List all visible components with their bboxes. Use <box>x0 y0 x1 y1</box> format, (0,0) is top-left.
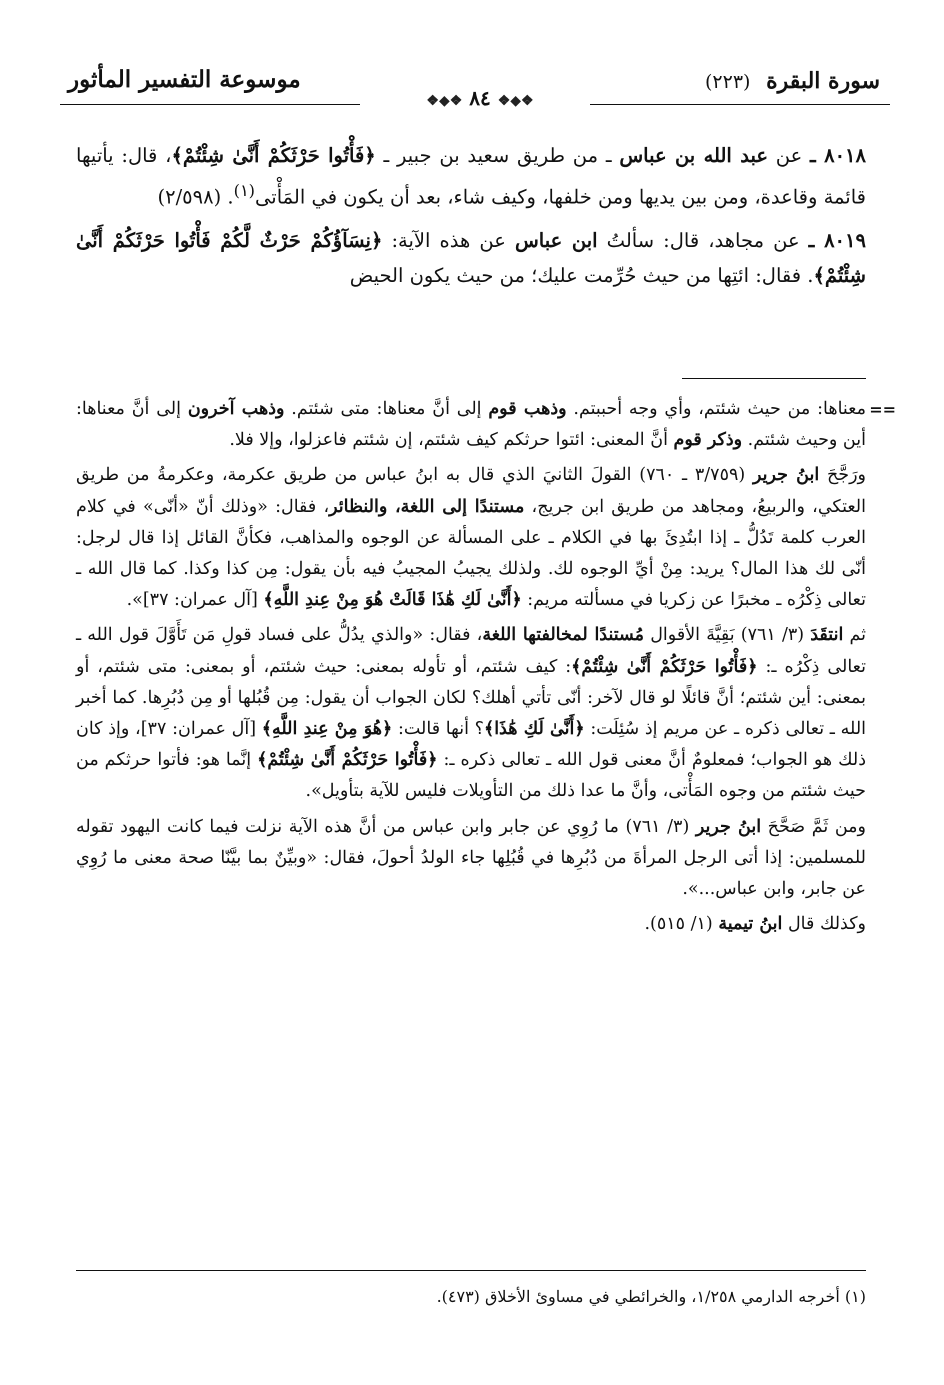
text: (٣/ ٧٦١) بَقِيَّةَ الأقوال <box>644 625 811 646</box>
quran-quote: ﴿نِسَآؤُكُمْ حَرْثٌ لَّكُمْ فَأْتُوا حَرْثَكُمْ أَنَّىٰ شِئْتُمْ﴾ <box>76 228 866 287</box>
text: . (٢/٥٩٨) <box>157 185 234 209</box>
quran-quote: ﴿فَأْتُوا حَرْثَكُمْ أَنَّىٰ شِئْتُمْ﴾ <box>171 144 376 167</box>
quran-quote: ﴿أَنَّىٰ لَكِ هَٰذَا﴾ <box>483 719 585 740</box>
footnote-ref: (١) <box>233 181 256 200</box>
text: إلى أنَّ معناها: أين وحيث شئتم. <box>76 399 866 451</box>
text: : كيف شئتم، أو تأوله بمعنى: حيث شئتم، أو بمعنى: متى شئتم، أو بمعنى: أين شئتم؛ أنَّ قائلًا لو قال لآخر: أنّى تأتي أهلك؟ لكان الجواب أن يقول: مِن قُبُلها أو مِن دُبُرِها. كما أخبر الله ـ تعالى ذكره ـ عن مريم إذ سُئِلَت: <box>76 656 867 740</box>
page-header <box>60 62 890 114</box>
text: (١/ ٥١٥). <box>644 914 719 935</box>
text: أنَّ المعنى: ائتوا حرثكم كيف شئتم، إن شئتم فاعزلوا، وإلا فلا. <box>229 430 674 451</box>
text: عن مجاهد، قال: سألتُ <box>597 228 809 252</box>
main-text <box>76 138 866 301</box>
quran-quote: ﴿هُوَ مِنْ عِندِ اللَّهِ﴾ <box>261 719 393 740</box>
text: وكذلك قال <box>782 914 866 935</box>
text: ، قال: يأتيها قائمة وقاعدة، ومن بين يديها ومن خلفها، وكيف شاء، بعد أن يكون في المَأْتى <box>76 144 866 209</box>
bold-text: مستندًا إلى اللغة، والنظائر <box>329 496 525 517</box>
bold-text: ابنُ جرير <box>695 816 762 837</box>
bold-text: ابنُ جرير <box>752 465 820 486</box>
text: ـ من طريق سعيد بن جبير ـ <box>375 144 620 167</box>
text: معناها: من حيث شئتم، وأي وجه أحببتم. <box>566 399 866 419</box>
narrator-name: ابن عباس <box>514 228 598 252</box>
ornament-left-icon: ❖◆❖ <box>426 93 463 109</box>
header-rule-left <box>60 104 360 105</box>
bold-text: مُستندًا لمخالفتها اللغة <box>482 625 645 646</box>
quran-quote: ﴿أَنَّىٰ لَكِ هَٰذَا قَالَتْ هُوَ مِنْ عِندِ اللَّهِ﴾ <box>263 590 522 611</box>
narration-8019 <box>76 223 866 293</box>
text: ؟ أنها قالت: <box>392 719 484 740</box>
bold-text: وذكر قوم <box>673 430 743 451</box>
text: [آل عمران: ٣٧]». <box>126 590 264 611</box>
text: (٣/٧٥٩ ـ ٧٦٠) القولَ الثانيَ الذي قال به ابنُ عباس من طريق عكرمة، وعكرمةُ من طريق العتكي، والربيعُ، ومجاهد من طريق ابن جريج، <box>76 465 866 517</box>
text: ، فقال: «والذي يدُلُّ على فساد قولِ مَن تَأَوَّلَ قول الله ـ تعالى ذِكْرُه ـ: <box>76 625 866 677</box>
quran-quote: ﴿فَأْتُوا حَرْثَكُمْ أَنَّىٰ شِئْتُمْ﴾ <box>257 750 438 771</box>
book-title: موسوعة التفسير المأثور <box>68 66 301 93</box>
note-paragraph <box>76 394 866 456</box>
text: ، فقال: «وذلك أنّ «أنّى» في كلام العرب كلمة تَدُلُّ ـ إذا ابتُدِئَ بها في الكلام ـ على المسألة عن الوجوه والمذاهب، فكأنَّ القائل إذا قال لرجل: أنّى لك هذا المال؟ يريد: مِنْ أيِّ الوجوه لك. ولذلك يجيبُ المجيبُ فيه بأن يقول: مِن كذا وكذا. كما قال الله ـ تعالى ذِكْرُه ـ مخبرًا عن زكريا في مسألته مريم: <box>76 496 866 611</box>
text: إنَّما هو: فأتوا حرثكم من حيث شئتم من وجوه المَأْتى، وأنَّ ما عدا ذلك من التأويلات فليس للآية بتأويل». <box>76 750 866 802</box>
narration-8018 <box>76 138 866 215</box>
bold-text: انتقَدَ <box>810 625 844 646</box>
note-paragraph <box>76 620 866 807</box>
text: . فقال: ائتِها من حيث حُرِّمت عليك؛ من حيث يكون الحيض <box>349 263 814 287</box>
bold-text: ابنُ تيمية <box>718 914 783 935</box>
section-separator <box>682 378 866 379</box>
bold-text: وذهب قوم <box>488 399 567 419</box>
text: [آل عمران: ٣٧]، وإذ كان ذلك هو الجواب؛ فمعلومٌ أنَّ معنى قول الله ـ تعالى ذكره ـ: <box>76 719 866 771</box>
header-rule-right <box>590 104 890 105</box>
narration-number: ٨٠١٩ ـ <box>808 228 866 252</box>
text: ورَجَّحَ <box>819 465 866 486</box>
text: عن هذه الآية: <box>382 228 515 252</box>
narration-number: ٨٠١٨ ـ <box>810 144 866 167</box>
page-number: ٨٤ <box>469 86 491 110</box>
text: (٣/ ٧٦١) ما رُوِي عن جابر وابن عباس من أنَّ هذه الآية نزلت فيما كانت اليهود تقوله للمسلمين: إذا أتى الرجل المرأةَ من دُبُرِها في قُبُلِها جاء الولدُ أحولَ، فقال: «وبيِّنٌ بما بيَّنّا صحة معنى ما رُوِي عن جابر، وابن عباس...». <box>76 816 866 900</box>
surah-title <box>705 68 880 94</box>
quran-quote: ﴿فَأْتُوا حَرْثَكُمْ أَنَّىٰ شِئْتُمْ﴾ <box>571 656 758 677</box>
note-paragraph <box>76 812 866 906</box>
ornament-right-icon: ❖◆❖ <box>497 93 534 109</box>
note-paragraph <box>76 460 866 616</box>
footnote-separator <box>76 1270 866 1271</box>
page-number-block <box>360 86 600 110</box>
verse-number: (٢٢٣) <box>705 71 751 93</box>
surah-name: سورة البقرة <box>766 68 880 94</box>
text: عن <box>767 144 811 167</box>
narrator-name: عبد الله بن عباس <box>619 144 768 167</box>
continuation-mark: == <box>869 400 896 419</box>
footnote: (١) أخرجه الدارمي ١/٢٥٨، والخرائطي في مساوئ الأخلاق (٤٧٣). <box>436 1287 866 1306</box>
text: ثم <box>843 625 866 646</box>
text: إلى أنَّ معناها: متى شئتم. <box>284 399 489 419</box>
bold-text: وذهب آخرون <box>187 399 285 419</box>
commentary-notes <box>76 394 896 944</box>
note-paragraph <box>76 909 866 940</box>
text: ومن ثَمَّ صَحَّحَ <box>761 816 866 837</box>
